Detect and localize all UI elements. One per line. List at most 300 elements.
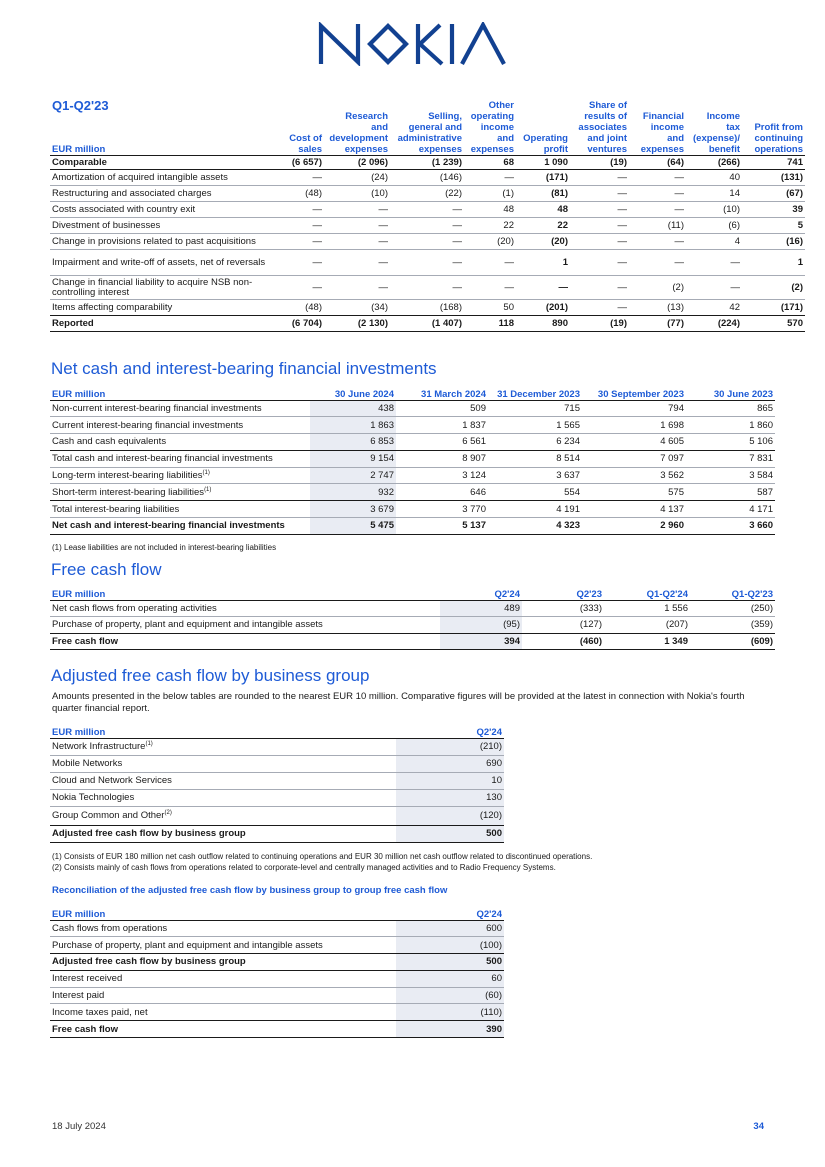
table-cell: — (278, 276, 324, 300)
table-row (50, 417, 775, 434)
table-cell: — (570, 276, 629, 300)
table-cell: 1 837 (396, 417, 488, 434)
table-row (50, 920, 504, 937)
afcf-note-2: (2) Consists mainly of cash flows from operations related to corporate-level and centrally managed activities and to Radio Frequency Systems. (52, 863, 556, 872)
netcash-col-header: 30 June 2024 (310, 385, 396, 400)
table-cell: — (629, 250, 686, 276)
table-cell: 6 561 (396, 434, 488, 451)
table-cell: — (390, 202, 464, 218)
table-cell: 932 (310, 484, 396, 501)
row-label-text: Mobile Networks (52, 758, 123, 769)
row-label (50, 250, 278, 276)
table-cell: — (464, 250, 516, 276)
table-cell: 1 556 (604, 600, 690, 617)
table-cell: — (629, 234, 686, 250)
table-cell: (2 096) (324, 156, 390, 170)
row-label (50, 202, 278, 218)
netcash-unit: EUR million (50, 385, 310, 400)
table-cell: — (390, 218, 464, 234)
row-label (50, 300, 278, 316)
table-row (50, 434, 775, 451)
row-label (50, 156, 278, 170)
table-row (50, 970, 504, 987)
table-cell: (460) (522, 633, 604, 650)
row-label-text: Adjusted free cash flow by business group (52, 828, 246, 839)
row-label-text: Nokia Technologies (52, 792, 135, 803)
table-row (50, 501, 775, 518)
row-label-text: Change in financial liability to acquire NSB non-controlling interest (52, 276, 253, 298)
table-cell: — (390, 250, 464, 276)
table-cell: (13) (629, 300, 686, 316)
row-label (50, 806, 396, 825)
table-cell: 1 863 (310, 417, 396, 434)
footnote-marker: (2) (164, 809, 172, 816)
row-label-text: Comparable (52, 156, 107, 168)
table-row (50, 250, 805, 276)
q1q2-col-header: Income tax (expense)/ benefit (686, 100, 742, 156)
table-cell: (171) (516, 170, 570, 186)
table-cell: 5 137 (396, 518, 488, 535)
table-cell: (20) (464, 234, 516, 250)
row-label (50, 316, 278, 332)
q1q2-col-header: Operating profit (516, 100, 570, 156)
table-cell: 3 660 (686, 518, 775, 535)
footnote-marker: (1) (204, 486, 212, 493)
table-cell: — (278, 202, 324, 218)
row-label-text: Long-term interest-bearing liabilities (52, 470, 203, 482)
table-cell: (131) (742, 170, 805, 186)
table-cell: (1) (464, 186, 516, 202)
table-cell: — (570, 234, 629, 250)
table-cell: 500 (396, 954, 504, 971)
table-cell: 3 584 (686, 467, 775, 484)
table-cell: (34) (324, 300, 390, 316)
table-cell: 7 831 (686, 450, 775, 467)
row-label (50, 825, 396, 842)
table-cell: 570 (742, 316, 805, 332)
table-cell: (11) (629, 218, 686, 234)
table-row (50, 276, 805, 300)
table-cell: — (570, 218, 629, 234)
q1q2-col-header: Financial income and expenses (629, 100, 686, 156)
table-cell: 2 747 (310, 467, 396, 484)
recon-header-row (50, 905, 504, 920)
row-label (50, 617, 440, 634)
fcf-col-header: Q1-Q2'23 (690, 585, 775, 600)
q1q2-col-header: Other operating income and expenses (464, 100, 516, 156)
table-cell: (95) (440, 617, 522, 634)
row-label (50, 218, 278, 234)
row-label-text: Interest received (52, 973, 123, 985)
row-label-text: Cloud and Network Services (52, 775, 172, 786)
table-cell: (120) (396, 806, 504, 825)
q1q2-title: Q1-Q2'23 (52, 98, 109, 113)
table-cell: 865 (686, 400, 775, 417)
table-row (50, 450, 775, 467)
fcf-unit: EUR million (50, 585, 440, 600)
table-cell: (19) (570, 316, 629, 332)
table-cell: 50 (464, 300, 516, 316)
footnote-marker: (1) (202, 469, 210, 476)
row-label (50, 434, 310, 451)
table-cell: (2) (629, 276, 686, 300)
row-label-text: Net cash flows from operating activities (52, 602, 217, 614)
row-label (50, 1021, 396, 1038)
row-label (50, 170, 278, 186)
table-row (50, 300, 805, 316)
row-label-text: Group Common and Other (52, 810, 165, 821)
table-row (50, 738, 504, 755)
table-cell: 22 (516, 218, 570, 234)
table-row (50, 987, 504, 1004)
table-cell: (127) (522, 617, 604, 634)
table-cell: 509 (396, 400, 488, 417)
table-row (50, 600, 775, 617)
table-cell: 600 (396, 920, 504, 937)
footnote-marker: (1) (145, 740, 153, 747)
table-cell: (207) (604, 617, 690, 634)
table-cell: — (324, 234, 390, 250)
table-cell: 8 514 (488, 450, 582, 467)
table-cell: — (570, 170, 629, 186)
row-label (50, 186, 278, 202)
table-cell: (10) (324, 186, 390, 202)
row-label-text: Interest paid (52, 990, 105, 1002)
q1q2-col-header: Cost of sales (278, 100, 324, 156)
row-label-text: Free cash flow (52, 635, 118, 647)
table-cell: 5 106 (686, 434, 775, 451)
row-label-text: Total interest-bearing liabilities (52, 503, 180, 515)
table-cell: (20) (516, 234, 570, 250)
row-label (50, 1004, 396, 1021)
table-cell: (100) (396, 937, 504, 954)
table-cell: — (629, 202, 686, 218)
table-row (50, 202, 805, 218)
netcash-col-header: 31 December 2023 (488, 385, 582, 400)
q1q2-table (50, 100, 805, 332)
table-cell: (210) (396, 738, 504, 755)
recon-unit: EUR million (50, 905, 396, 920)
row-label (50, 600, 440, 617)
table-row (50, 937, 504, 954)
table-cell: (6 657) (278, 156, 324, 170)
netcash-col-header: 30 September 2023 (582, 385, 686, 400)
table-cell: 890 (516, 316, 570, 332)
table-cell: 42 (686, 300, 742, 316)
table-cell: 1 349 (604, 633, 690, 650)
table-cell: (77) (629, 316, 686, 332)
row-label-text: Cash and cash equivalents (52, 436, 167, 448)
row-label-text: Divestment of businesses (52, 219, 161, 231)
table-row (50, 186, 805, 202)
row-label-text: Net cash and interest-bearing financial investments (52, 520, 285, 532)
footer-date: 18 July 2024 (52, 1121, 106, 1132)
table-cell: 5 475 (310, 518, 396, 535)
table-cell: (146) (390, 170, 464, 186)
table-row (50, 772, 504, 789)
afcf-body (50, 738, 504, 842)
table-cell: (171) (742, 300, 805, 316)
netcash-header-row (50, 385, 775, 400)
row-label (50, 970, 396, 987)
table-cell: — (570, 202, 629, 218)
table-cell: 690 (396, 755, 504, 772)
row-label-text: Network Infrastructure (52, 741, 146, 752)
recon-table (50, 905, 504, 1038)
table-cell: (2 130) (324, 316, 390, 332)
row-label-text: Adjusted free cash flow by business group (52, 956, 246, 968)
table-cell: — (278, 250, 324, 276)
table-cell: — (390, 234, 464, 250)
row-label (50, 417, 310, 434)
table-cell: 3 679 (310, 501, 396, 518)
q1q2-unit: EUR million (50, 100, 278, 156)
table-cell: (60) (396, 987, 504, 1004)
table-cell: (609) (690, 633, 775, 650)
row-label (50, 501, 310, 518)
table-cell: (333) (522, 600, 604, 617)
table-cell: 438 (310, 400, 396, 417)
table-cell: 2 960 (582, 518, 686, 535)
table-cell: (81) (516, 186, 570, 202)
table-cell: 8 907 (396, 450, 488, 467)
table-cell: 3 637 (488, 467, 582, 484)
row-label (50, 772, 396, 789)
table-row (50, 234, 805, 250)
afcf-note-1: (1) Consists of EUR 180 million net cash outflow related to continuing operations and EUR 30 million net cash outflow related to discontinued operations. (52, 852, 593, 861)
row-label-text: Free cash flow (52, 1023, 118, 1035)
table-row (50, 156, 805, 170)
table-cell: 1 860 (686, 417, 775, 434)
table-cell: 4 (686, 234, 742, 250)
table-cell: — (516, 276, 570, 300)
table-cell: — (464, 170, 516, 186)
row-label-text: Reported (52, 317, 94, 329)
table-cell: — (629, 170, 686, 186)
table-row (50, 1004, 504, 1021)
table-cell: 118 (464, 316, 516, 332)
table-cell: 741 (742, 156, 805, 170)
table-cell: 646 (396, 484, 488, 501)
row-label (50, 467, 310, 484)
table-cell: 22 (464, 218, 516, 234)
table-cell: — (686, 276, 742, 300)
table-cell: — (390, 276, 464, 300)
row-label (50, 234, 278, 250)
table-cell: 489 (440, 600, 522, 617)
table-cell: 3 562 (582, 467, 686, 484)
table-cell: 1 (516, 250, 570, 276)
recon-body (50, 920, 504, 1038)
table-cell: 48 (464, 202, 516, 218)
row-label (50, 738, 396, 755)
table-cell: 715 (488, 400, 582, 417)
row-label-text: Purchase of property, plant and equipment and intangible assets (52, 939, 323, 951)
table-cell: — (278, 234, 324, 250)
recon-col-header: Q2'24 (396, 905, 504, 920)
q1q2-col-header: Share of results of associates and joint ventures (570, 100, 629, 156)
table-row (50, 518, 775, 535)
table-row (50, 806, 504, 825)
table-cell: — (570, 250, 629, 276)
table-cell: 4 605 (582, 434, 686, 451)
table-cell: 14 (686, 186, 742, 202)
row-label-text: Amortization of acquired intangible assets (52, 171, 228, 183)
table-cell: (110) (396, 1004, 504, 1021)
fcf-col-header: Q2'24 (440, 585, 522, 600)
table-row (50, 789, 504, 806)
table-cell: 4 191 (488, 501, 582, 518)
recon-heading: Reconciliation of the adjusted free cash flow by business group to group free cash flow (52, 885, 448, 896)
table-cell: 554 (488, 484, 582, 501)
table-cell: — (324, 218, 390, 234)
table-cell: (1 407) (390, 316, 464, 332)
table-cell: 394 (440, 633, 522, 650)
table-row (50, 400, 775, 417)
table-cell: — (324, 276, 390, 300)
row-label (50, 518, 310, 535)
afcf-table (50, 723, 504, 843)
row-label-text: Restructuring and associated charges (52, 187, 212, 199)
netcash-note: (1) Lease liabilities are not included in interest-bearing liabilities (52, 543, 277, 552)
row-label-text: Costs associated with country exit (52, 203, 196, 215)
afcf-col-header: Q2'24 (396, 723, 504, 738)
row-label (50, 789, 396, 806)
table-row (50, 467, 775, 484)
table-cell: 1 698 (582, 417, 686, 434)
page-number: 34 (753, 1121, 764, 1132)
row-label-text: Income taxes paid, net (52, 1006, 148, 1018)
table-cell: (201) (516, 300, 570, 316)
table-cell: (67) (742, 186, 805, 202)
table-cell: (168) (390, 300, 464, 316)
table-row (50, 170, 805, 186)
table-cell: 6 853 (310, 434, 396, 451)
row-label-text: Non-current interest-bearing financial investments (52, 402, 262, 414)
table-cell: (2) (742, 276, 805, 300)
table-cell: (48) (278, 186, 324, 202)
fcf-heading: Free cash flow (51, 560, 162, 579)
table-cell: 1 090 (516, 156, 570, 170)
row-label-text: Total cash and interest-bearing financial investments (52, 453, 273, 465)
table-cell: — (464, 276, 516, 300)
table-cell: — (278, 170, 324, 186)
table-cell: 3 124 (396, 467, 488, 484)
row-label (50, 400, 310, 417)
netcash-col-header: 30 June 2023 (686, 385, 775, 400)
table-cell: 1 565 (488, 417, 582, 434)
table-cell: 39 (742, 202, 805, 218)
row-label (50, 484, 310, 501)
table-row (50, 633, 775, 650)
table-cell: 390 (396, 1021, 504, 1038)
table-cell: — (570, 300, 629, 316)
table-cell: — (629, 186, 686, 202)
table-cell: 500 (396, 825, 504, 842)
table-row (50, 617, 775, 634)
table-cell: 794 (582, 400, 686, 417)
table-cell: 5 (742, 218, 805, 234)
q1q2-body (50, 156, 805, 332)
table-cell: (19) (570, 156, 629, 170)
table-cell: 9 154 (310, 450, 396, 467)
table-row (50, 755, 504, 772)
row-label-text: Current interest-bearing financial investments (52, 419, 244, 431)
table-cell: 1 (742, 250, 805, 276)
table-cell: 4 137 (582, 501, 686, 518)
row-label (50, 920, 396, 937)
table-cell: (16) (742, 234, 805, 250)
table-cell: 48 (516, 202, 570, 218)
table-row (50, 218, 805, 234)
row-label-text: Change in provisions related to past acquisitions (52, 235, 256, 247)
afcf-intro: Amounts presented in the below tables are rounded to the nearest EUR 10 million. Comparative figures will be provided at the latest in connection with Nokia's fourth quarter financial report. (52, 691, 745, 714)
table-cell: — (686, 250, 742, 276)
row-label (50, 633, 440, 650)
row-label-text: Cash flows from operations (52, 922, 168, 934)
fcf-col-header: Q1-Q2'24 (604, 585, 690, 600)
table-cell: (266) (686, 156, 742, 170)
nokia-logo-mark (318, 22, 508, 66)
table-cell: — (278, 218, 324, 234)
table-row (50, 484, 775, 501)
table-cell: 60 (396, 970, 504, 987)
row-label-text: Short-term interest-bearing liabilities (52, 486, 205, 498)
afcf-unit: EUR million (50, 723, 396, 738)
table-cell: (10) (686, 202, 742, 218)
row-label-text: Impairment and write-off of assets, net of reversals (52, 256, 266, 268)
fcf-table (50, 585, 775, 650)
table-row (50, 825, 504, 842)
table-cell: 130 (396, 789, 504, 806)
row-label (50, 755, 396, 772)
table-row (50, 316, 805, 332)
q1q2-col-header: Selling, general and administrative expenses (390, 100, 464, 156)
afcf-header-row (50, 723, 504, 738)
fcf-col-header: Q2'23 (522, 585, 604, 600)
table-cell: 68 (464, 156, 516, 170)
q1q2-col-header: Profit from continuing operations (742, 100, 805, 156)
table-cell: — (570, 186, 629, 202)
netcash-table (50, 385, 775, 535)
table-cell: (359) (690, 617, 775, 634)
table-cell: (48) (278, 300, 324, 316)
table-cell: 40 (686, 170, 742, 186)
row-label-text: Items affecting comparability (52, 301, 173, 313)
nokia-logo (0, 22, 825, 66)
q1q2-header-row (50, 100, 805, 156)
table-cell: — (324, 202, 390, 218)
netcash-col-header: 31 March 2024 (396, 385, 488, 400)
fcf-body (50, 600, 775, 650)
row-label (50, 450, 310, 467)
netcash-body (50, 400, 775, 534)
netcash-heading: Net cash and interest-bearing financial investments (51, 359, 437, 378)
table-row (50, 954, 504, 971)
fcf-header-row (50, 585, 775, 600)
row-label (50, 276, 278, 300)
afcf-heading: Adjusted free cash flow by business group (51, 666, 370, 685)
table-cell: (24) (324, 170, 390, 186)
table-cell: (6) (686, 218, 742, 234)
table-cell: (250) (690, 600, 775, 617)
table-cell: (224) (686, 316, 742, 332)
q1q2-col-header: Research and development expenses (324, 100, 390, 156)
table-cell: — (324, 250, 390, 276)
table-cell: (22) (390, 186, 464, 202)
table-cell: 7 097 (582, 450, 686, 467)
row-label (50, 937, 396, 954)
